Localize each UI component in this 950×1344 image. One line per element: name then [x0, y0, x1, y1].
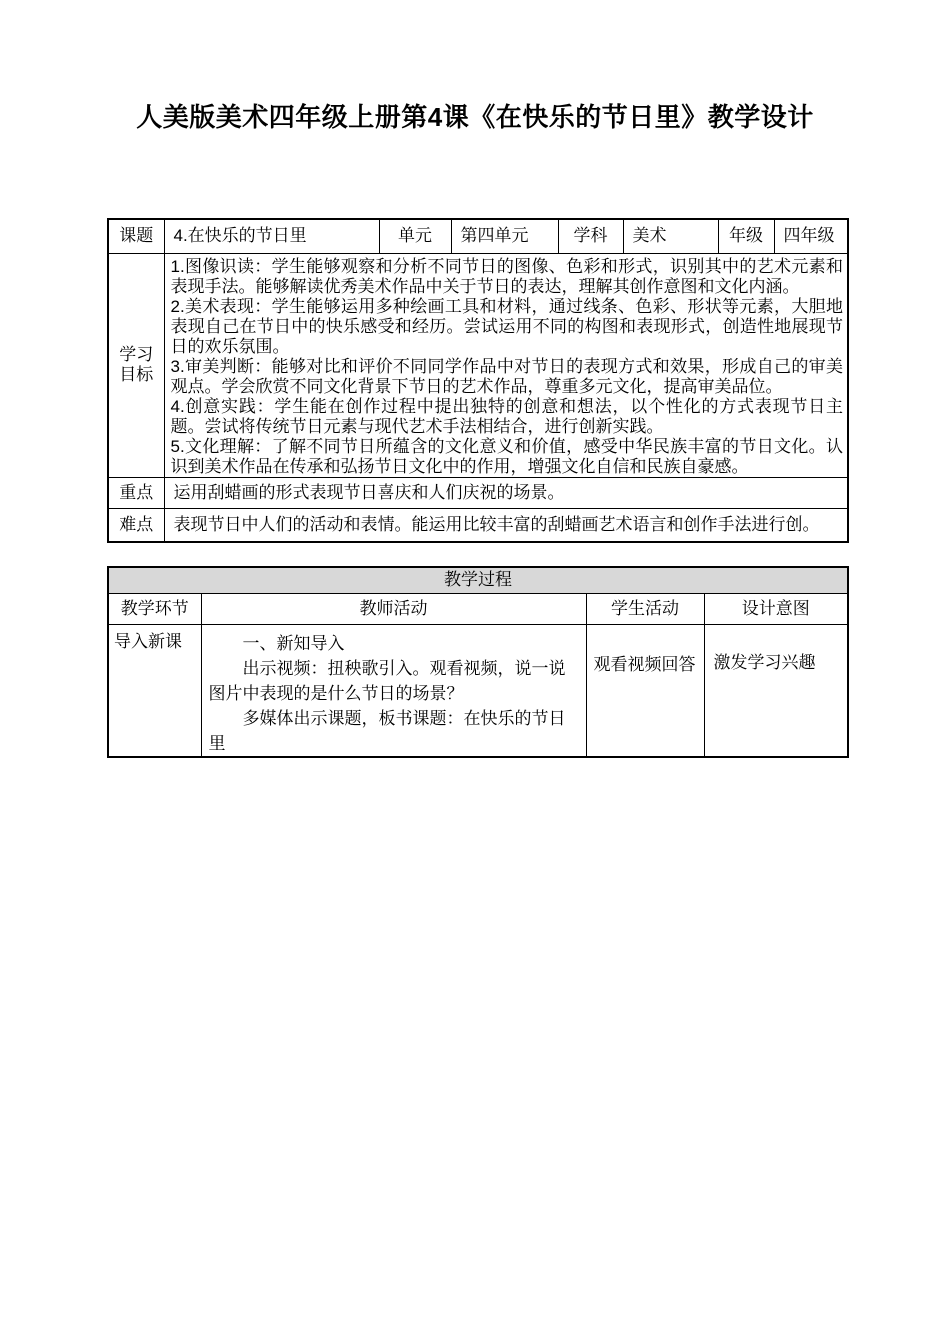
student-activity-cell: 观看视频回答	[586, 624, 704, 757]
column-header-design-intent: 设计意图	[704, 593, 848, 624]
teacher-activity-paragraph: 一、新知导入	[242, 633, 345, 653]
subject-label: 学科	[558, 219, 623, 253]
objective-item: 1.图像识读：学生能够观察和分析不同节日的图像、色彩和形式，识别其中的艺术元素和表现手法。能够解读优秀美术作品中关于节日的表达，理解其创作意图和文化内涵。	[170, 256, 843, 296]
key-point-value: 运用刮蜡画的形式表现节日喜庆和人们庆祝的场景。	[164, 477, 848, 508]
table-row	[108, 477, 848, 508]
objective-item: 5.文化理解：了解不同节日所蕴含的文化意义和价值，感受中华民族丰富的节日文化。认识到美术作品在传承和弘扬节日文化中的作用，增强文化自信和民族自豪感。	[170, 436, 843, 476]
objective-item: 2.美术表现：学生能够运用多种绘画工具和材料，通过线条、色彩、形状等元素，大胆地表现自己在节日中的快乐感受和经历。尝试运用不同的构图和表现形式，创造性地展现节日的欢乐氛围。	[170, 296, 843, 356]
table-row	[108, 253, 848, 477]
process-table-title: 教学过程	[108, 567, 848, 593]
lesson-info-table	[107, 218, 849, 543]
grade-label: 年级	[718, 219, 774, 253]
difficulty-label: 难点	[108, 508, 164, 542]
unit-value: 第四单元	[451, 219, 558, 253]
objective-item: 3.审美判断：能够对比和评价不同同学作品中对节日的表现方式和效果，形成自己的审美观点。学会欣赏不同文化背景下节日的艺术作品，尊重多元文化，提高审美品位。	[170, 356, 843, 396]
objectives-content	[164, 253, 848, 477]
table-row	[108, 508, 848, 542]
column-header-student-activity: 学生活动	[586, 593, 704, 624]
difficulty-value: 表现节日中人们的活动和表情。能运用比较丰富的刮蜡画艺术语言和创作手法进行创。	[164, 508, 848, 542]
teacher-activity-cell	[201, 624, 586, 757]
design-intent-cell: 激发学习兴趣	[704, 624, 848, 757]
column-header-stage: 教学环节	[108, 593, 201, 624]
course-label: 课题	[108, 219, 164, 253]
objective-item: 4.创意实践：学生能在创作过程中提出独特的创意和想法，以个性化的方式表现节日主题。尝试将传统节日元素与现代艺术手法相结合，进行创新实践。	[170, 396, 843, 436]
unit-label: 单元	[379, 219, 451, 253]
table-row	[108, 567, 848, 593]
grade-value: 四年级	[774, 219, 848, 253]
course-value: 4.在快乐的节日里	[164, 219, 379, 253]
stage-cell: 导入新课	[108, 624, 201, 757]
teacher-activity-paragraph: 多媒体出示课题，板书课题：在快乐的节日里	[208, 708, 566, 753]
table-row	[108, 624, 848, 757]
page-title: 人美版美术四年级上册第4课《在快乐的节日里》教学设计	[136, 102, 814, 132]
table-row	[108, 219, 848, 253]
objectives-label: 学习目标	[108, 253, 164, 477]
key-point-label: 重点	[108, 477, 164, 508]
subject-value: 美术	[623, 219, 718, 253]
table-row	[108, 593, 848, 624]
teacher-activity-paragraph: 出示视频：扭秧歌引入。观看视频，说一说图片中表现的是什么节日的场景？	[208, 658, 566, 703]
teaching-process-table	[107, 566, 849, 758]
column-header-teacher-activity: 教师活动	[201, 593, 586, 624]
